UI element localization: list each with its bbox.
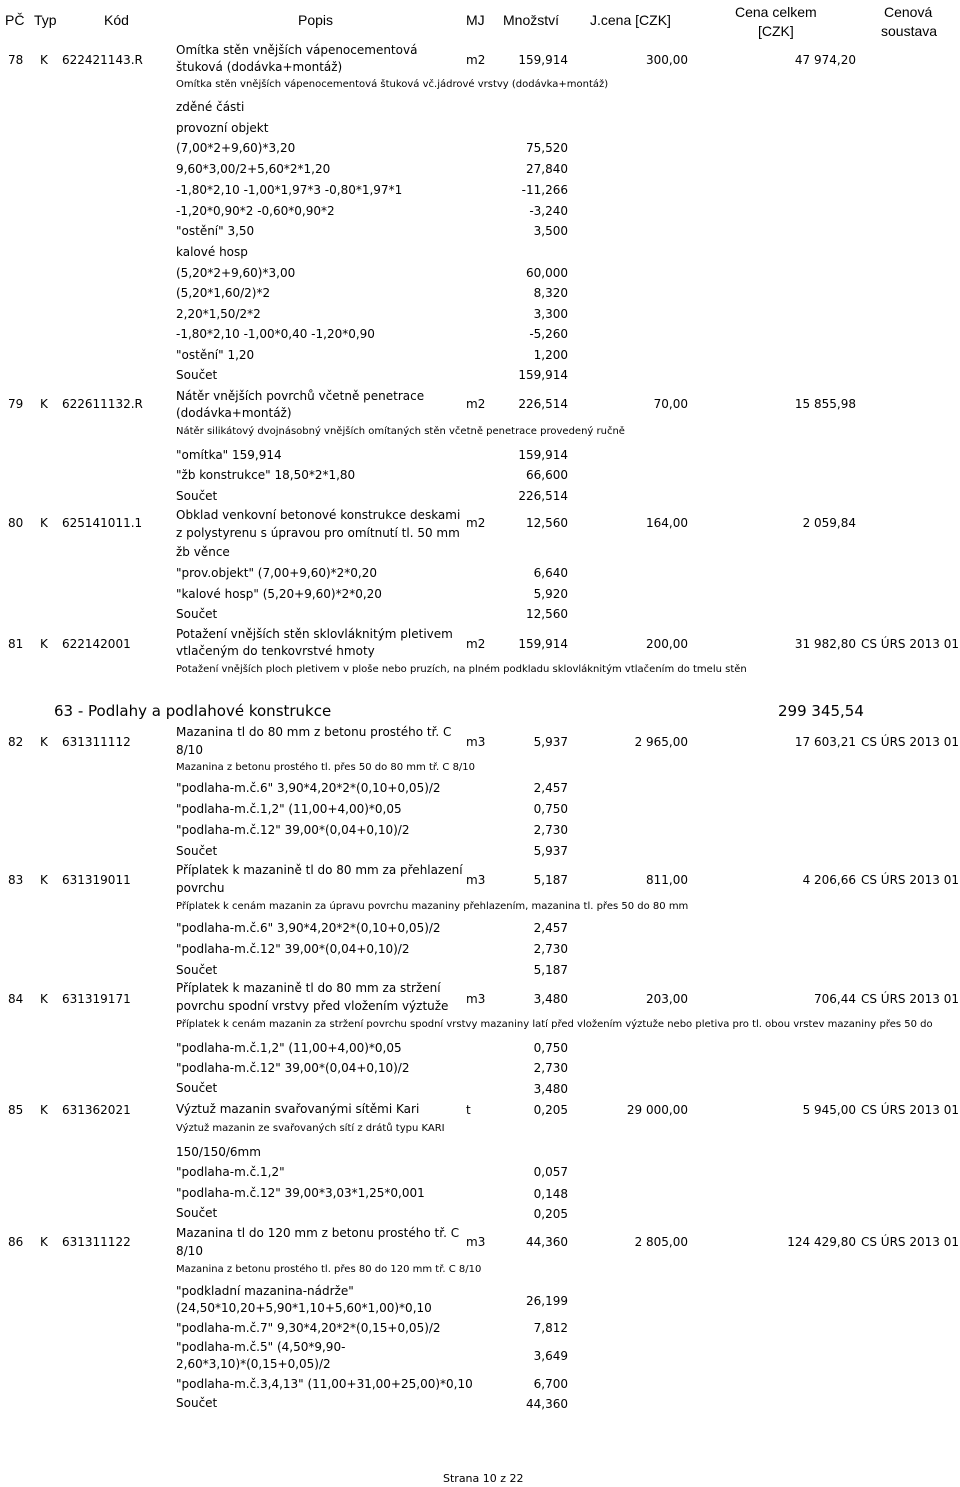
item-pc: 80 [8,516,24,530]
header-cena-celkem-unit: [CZK] [758,23,794,39]
calc-value: 5,920 [533,587,568,601]
calc-sum-value: 226,514 [518,489,568,503]
item-unit-price: 811,00 [646,873,688,887]
calc-value: -3,240 [529,204,568,218]
calc-text: 2,20*1,50/2*2 [176,307,261,321]
calc-text: "kalové hosp" (5,20+9,60)*2*0,20 [176,587,382,601]
item-code: 631319011 [62,873,131,887]
header-pc: PČ [5,12,25,28]
item-unit-price: 203,00 [646,992,688,1006]
header-kod: Kód [104,12,129,28]
calc-value: 0,148 [533,1187,568,1201]
calc-value: 66,600 [526,468,568,482]
item-typ: K [40,1235,48,1249]
item-unit: m3 [466,1235,486,1249]
calc-text: žb věnce [176,545,230,559]
calc-sum-label: Součet [176,368,218,382]
item-total: 47 974,20 [794,53,856,67]
item-code: 622611132.R [62,397,143,411]
calc-text: "podlaha-m.č.1,2" (11,00+4,00)*0,05 [176,1041,402,1055]
calc-text: "podlaha-m.č.12" 39,00*3,03*1,25*0,001 [176,1186,425,1200]
item-unit: m3 [466,992,486,1006]
calc-text: -1,80*2,10 -1,00*1,97*3 -0,80*1,97*1 [176,183,403,197]
item-quantity: 12,560 [526,516,568,530]
calc-text: provozní objekt [176,121,269,135]
header-cenova: Cenová [884,4,933,20]
calc-sum-label: Součet [176,1081,218,1095]
calc-value: -11,266 [521,183,568,197]
item-description: Příplatek k mazanině tl do 80 mm za přehlazení [176,863,463,877]
calc-text: "podlaha-m.č.1,2" [176,1165,285,1179]
item-note: Příplatek k cenám mazanin za úpravu povrchu mazaniny přehlazením, mazanina tl. přes 50 do 80 mm [176,901,689,912]
calc-text: "podlaha-m.č.12" 39,00*(0,04+0,10)/2 [176,942,410,956]
item-code: 631311122 [62,1235,131,1249]
calc-sum-value: 3,480 [533,1082,568,1096]
item-typ: K [40,992,48,1006]
item-description-2: povrchu [176,881,225,895]
item-typ: K [40,873,48,887]
item-unit-price: 300,00 [646,53,688,67]
calc-text: kalové hosp [176,245,248,259]
calc-sum-value: 159,914 [518,368,568,382]
item-total: 17 603,21 [794,735,856,749]
item-note: Potažení vnějších ploch pletivem v ploše nebo pruzích, na plném podkladu sklovláknitým vtlačením do tmelu stěn [176,664,747,675]
calc-text: 150/150/6mm [176,1145,261,1159]
item-description: Mazanina tl do 80 mm z betonu prostého tř. C [176,725,452,739]
calc-value: 3,649 [533,1349,568,1363]
item-typ: K [40,637,48,651]
section-total: 299 345,54 [778,702,864,720]
item-price-system: CS ÚRS 2013 01 [861,1103,959,1117]
item-quantity: 5,937 [533,735,568,749]
item-pc: 83 [8,873,24,887]
item-pc: 84 [8,992,24,1006]
header-typ: Typ [34,12,57,28]
calc-text: (24,50*10,20+5,90*1,10+5,60*1,00)*0,10 [176,1301,432,1315]
item-pc: 81 [8,637,24,651]
item-description: Příplatek k mazanině tl do 80 mm za stržení [176,981,441,995]
calc-text: (5,20*1,60/2)*2 [176,286,271,300]
calc-sum-value: 5,187 [533,963,568,977]
section-title: 63 - Podlahy a podlahové konstrukce [54,702,332,720]
item-code: 631311112 [62,735,131,749]
item-unit: m3 [466,873,486,887]
item-quantity: 5,187 [533,873,568,887]
calc-sum-label: Součet [176,844,218,858]
item-price-system: CS ÚRS 2013 01 [861,1235,959,1249]
calc-value: 27,840 [526,162,568,176]
item-price-system: CS ÚRS 2013 01 [861,637,959,651]
item-description-2: 8/10 [176,1244,203,1258]
calc-value: 2,730 [533,942,568,956]
item-typ: K [40,735,48,749]
calc-sum-value: 0,205 [533,1207,568,1221]
item-quantity: 159,914 [518,637,568,651]
header-mnozstvi: Množství [503,12,560,28]
item-description-2: vtlačeným do tenkovrstvé hmoty [176,644,375,658]
calc-sum-label: Součet [176,607,218,621]
calc-value: 2,457 [533,921,568,935]
item-unit-price: 29 000,00 [626,1103,688,1117]
calc-text: "podlaha-m.č.5" (4,50*9,90- [176,1340,346,1354]
calc-value: 2,457 [533,781,568,795]
calc-value: 1,200 [533,348,568,362]
calc-value: 0,750 [533,1041,568,1055]
item-description-2: 8/10 [176,743,203,757]
calc-value: 3,300 [533,307,568,321]
calc-value: 75,520 [526,141,568,155]
header-jcena: J.cena [CZK] [590,12,671,28]
item-typ: K [40,397,48,411]
item-typ: K [40,1103,48,1117]
item-unit-price: 164,00 [646,516,688,530]
item-total: 5 945,00 [802,1103,856,1117]
calc-value: 0,057 [533,1165,568,1179]
item-total: 15 855,98 [794,397,856,411]
calc-value: 6,700 [533,1377,568,1391]
item-quantity: 226,514 [518,397,568,411]
calc-text: "podlaha-m.č.1,2" (11,00+4,00)*0,05 [176,802,402,816]
calc-text: -1,20*0,90*2 -0,60*0,90*2 [176,204,335,218]
header-cena-celkem: Cena celkem [735,4,817,20]
calc-text: "podlaha-m.č.12" 39,00*(0,04+0,10)/2 [176,823,410,837]
calc-value: 3,500 [533,224,568,238]
item-description-2: štuková (dodávka+montáž) [176,60,343,74]
item-description: Výztuž mazanin svařovanými sítěmi Kari [176,1102,420,1116]
calc-value: 6,640 [533,566,568,580]
item-description: Mazanina tl do 120 mm z betonu prostého tř. C [176,1226,460,1240]
calc-sum-label: Součet [176,1396,218,1410]
item-unit: m2 [466,637,486,651]
calc-sum-value: 5,937 [533,844,568,858]
item-total: 31 982,80 [794,637,856,651]
header-popis: Popis [298,12,334,28]
item-unit-price: 200,00 [646,637,688,651]
item-price-system: CS ÚRS 2013 01 [861,992,959,1006]
calc-sum-label: Součet [176,1206,218,1220]
item-pc: 82 [8,735,24,749]
calc-value: 2,730 [533,823,568,837]
calc-value: 159,914 [518,448,568,462]
item-pc: 86 [8,1235,24,1249]
item-unit: t [466,1103,471,1117]
item-unit: m2 [466,397,486,411]
item-description-2: (dodávka+montáž) [176,406,292,420]
calc-text: "podlaha-m.č.7" 9,30*4,20*2*(0,15+0,05)/2 [176,1321,441,1335]
item-description: Nátěr vnějších povrchů včetně penetrace [176,389,425,403]
item-description-2: z polystyrenu s úpravou pro omítnutí tl. 50 mm [176,526,460,540]
page-number: Strana 10 z 22 [443,1472,524,1485]
item-description-2: povrchu spodní vrstvy před vložením výztuže [176,999,449,1013]
calc-text: "ostění" 3,50 [176,224,255,238]
calc-value: 26,199 [526,1294,568,1308]
item-price-system: CS ÚRS 2013 01 [861,873,959,887]
item-pc: 79 [8,397,24,411]
item-total: 2 059,84 [802,516,856,530]
calc-value: 7,812 [533,1321,568,1335]
item-unit-price: 70,00 [653,397,688,411]
item-code: 622421143.R [62,53,143,67]
calc-value: 0,750 [533,802,568,816]
calc-value: 8,320 [533,286,568,300]
item-unit-price: 2 805,00 [634,1235,688,1249]
calc-text: 2,60*3,10)*(0,15+0,05)/2 [176,1357,331,1371]
item-unit: m2 [466,53,486,67]
calc-text: "podkladní mazanina-nádrže" [176,1284,354,1298]
calc-text: zděné části [176,100,245,114]
item-pc: 78 [8,53,24,67]
calc-value: 2,730 [533,1061,568,1075]
item-note: Mazanina z betonu prostého tl. přes 80 do 120 mm tř. C 8/10 [176,1264,482,1275]
item-typ: K [40,516,48,530]
item-typ: K [40,53,48,67]
item-total: 706,44 [814,992,856,1006]
calc-sum-value: 44,360 [526,1397,568,1411]
item-description: Obklad venkovní betonové konstrukce deskami [176,508,461,522]
calc-text: -1,80*2,10 -1,00*0,40 -1,20*0,90 [176,327,375,341]
item-pc: 85 [8,1103,24,1117]
calc-text: "podlaha-m.č.3,4,13" (11,00+31,00+25,00)*0,10 [176,1377,473,1391]
item-code: 622142001 [62,637,131,651]
item-note: Mazanina z betonu prostého tl. přes 50 do 80 mm tř. C 8/10 [176,762,476,773]
calc-text: "omítka" 159,914 [176,448,282,462]
item-quantity: 159,914 [518,53,568,67]
header-mj: MJ [466,12,485,28]
item-code: 625141011.1 [62,516,143,530]
item-note: Nátěr silikátový dvojnásobný vnějších omítaných stěn včetně penetrace provedený ručně [176,426,625,437]
calc-sum-label: Součet [176,963,218,977]
calc-text: "žb konstrukce" 18,50*2*1,80 [176,468,356,482]
calc-value: 60,000 [526,266,568,280]
item-unit-price: 2 965,00 [634,735,688,749]
calc-text: (5,20*2+9,60)*3,00 [176,266,296,280]
calc-sum-label: Součet [176,489,218,503]
calc-text: "podlaha-m.č.6" 3,90*4,20*2*(0,10+0,05)/2 [176,781,441,795]
item-note: Omítka stěn vnějších vápenocementová štuková vč.jádrové vrstvy (dodávka+montáž) [176,79,609,90]
item-description: Omítka stěn vnějších vápenocementová [176,43,418,57]
calc-sum-value: 12,560 [526,607,568,621]
calc-text: (7,00*2+9,60)*3,20 [176,141,296,155]
header-soustava: soustava [881,23,938,39]
item-price-system: CS ÚRS 2013 01 [861,735,959,749]
item-code: 631319171 [62,992,131,1006]
item-quantity: 0,205 [533,1103,568,1117]
item-description: Potažení vnějších stěn sklovláknitým pletivem [176,627,453,641]
item-code: 631362021 [62,1103,131,1117]
item-unit: m2 [466,516,486,530]
calc-value: -5,260 [529,327,568,341]
calc-text: "prov.objekt" (7,00+9,60)*2*0,20 [176,566,378,580]
item-total: 4 206,66 [802,873,856,887]
item-unit: m3 [466,735,486,749]
item-note: Výztuž mazanin ze svařovaných sítí z drátů typu KARI [176,1123,445,1134]
calc-text: "ostění" 1,20 [176,348,255,362]
calc-text: 9,60*3,00/2+5,60*2*1,20 [176,162,331,176]
calc-text: "podlaha-m.č.6" 3,90*4,20*2*(0,10+0,05)/2 [176,921,441,935]
calc-text: "podlaha-m.č.12" 39,00*(0,04+0,10)/2 [176,1061,410,1075]
item-note: Příplatek k cenám mazanin za stržení povrchu spodní vrstvy mazaniny latí před vložením výztuže nebo pletiva pro tl. obou vrstev mazaniny přes 50 do [176,1019,933,1030]
item-quantity: 3,480 [533,992,568,1006]
item-quantity: 44,360 [526,1235,568,1249]
item-total: 124 429,80 [787,1235,856,1249]
